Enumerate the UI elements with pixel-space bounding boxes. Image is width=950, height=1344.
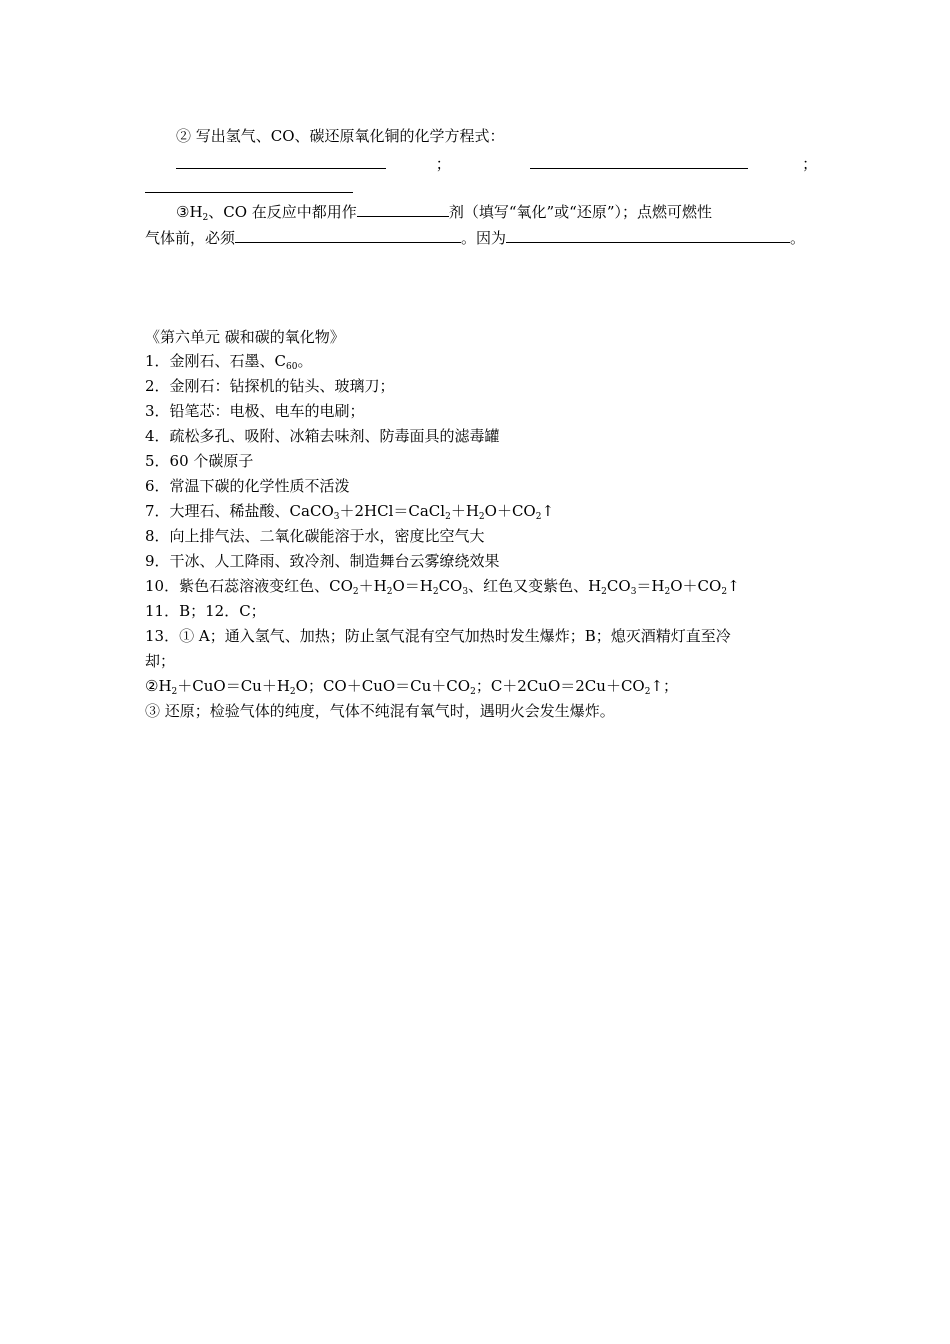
answer-13-part-3: ③ 还原；检验气体的纯度，气体不纯混有氧气时，遇明火会发生爆炸。 (145, 702, 615, 720)
question-3-line-2: 气体前，必须 。因为 。 (145, 229, 806, 247)
question-2-blanks-row-2 (145, 178, 353, 198)
answer-6: 6．常温下碳的化学性质不活泼 (145, 477, 350, 495)
answer-10: 10．紫色石蕊溶液变红色、$CO_2+H_2O=H_2CO_3$、红色又变紫色、$H_2CO_3=H_2O+CO_2↑$ (145, 577, 740, 597)
answer-blank-6[interactable] (506, 228, 790, 243)
answer-7: 7．大理石、稀盐酸、$CaCO_3+2HCl=CaCl_2+H_2O+CO_2↑$ (145, 502, 555, 522)
question-2-blanks-row: ； ； (176, 154, 817, 174)
answer-9: 9．干冰、人工降雨、致冷剂、制造舞台云雾缭绕效果 (145, 552, 500, 570)
answer-8: 8．向上排气法、二氧化碳能溶于水，密度比空气大 (145, 527, 485, 545)
answer-blank-4[interactable] (357, 202, 449, 217)
answer-blank-1[interactable] (176, 154, 386, 169)
answer-3: 3．铅笔芯：电极、电车的电刷； (145, 402, 365, 420)
answer-11-12: 11．B；12．C； (145, 602, 266, 620)
answer-blank-2[interactable] (530, 154, 748, 169)
answer-13-part-2: $②H_2+CuO=Cu+H_2O$；$CO+CuO=Cu+CO_2$；$C+2CuO=2Cu+CO_2↑$； (145, 677, 679, 697)
answer-5: 5．60 个碳原子 (145, 452, 254, 470)
answer-4: 4．疏松多孔、吸附、冰箱去味剂、防毒面具的滤毒罐 (145, 427, 500, 445)
question-2-prompt: ② 写出氢气、CO、碳还原氧化铜的化学方程式： (176, 127, 505, 145)
answer-13-line-2: 却； (145, 652, 176, 670)
question-3-line-1: $③H_2$、CO 在反应中都用作 剂（填写“氧化”或“还原”）；点燃可燃性 (176, 203, 712, 223)
answer-blank-5[interactable] (235, 228, 461, 243)
answer-2: 2．金刚石：钻探机的钻头、玻璃刀； (145, 377, 395, 395)
answer-13-line-1: 13．① A；通入氢气、加热；防止氢气混有空气加热时发生爆炸；B；熄灭酒精灯直至冷 (145, 627, 731, 645)
answers-title: 《第六单元 碳和碳的氧化物》 (145, 328, 345, 346)
answer-blank-3[interactable] (145, 178, 353, 193)
answer-1: 1．金刚石、石墨、$C_{60}$。 (145, 352, 313, 372)
